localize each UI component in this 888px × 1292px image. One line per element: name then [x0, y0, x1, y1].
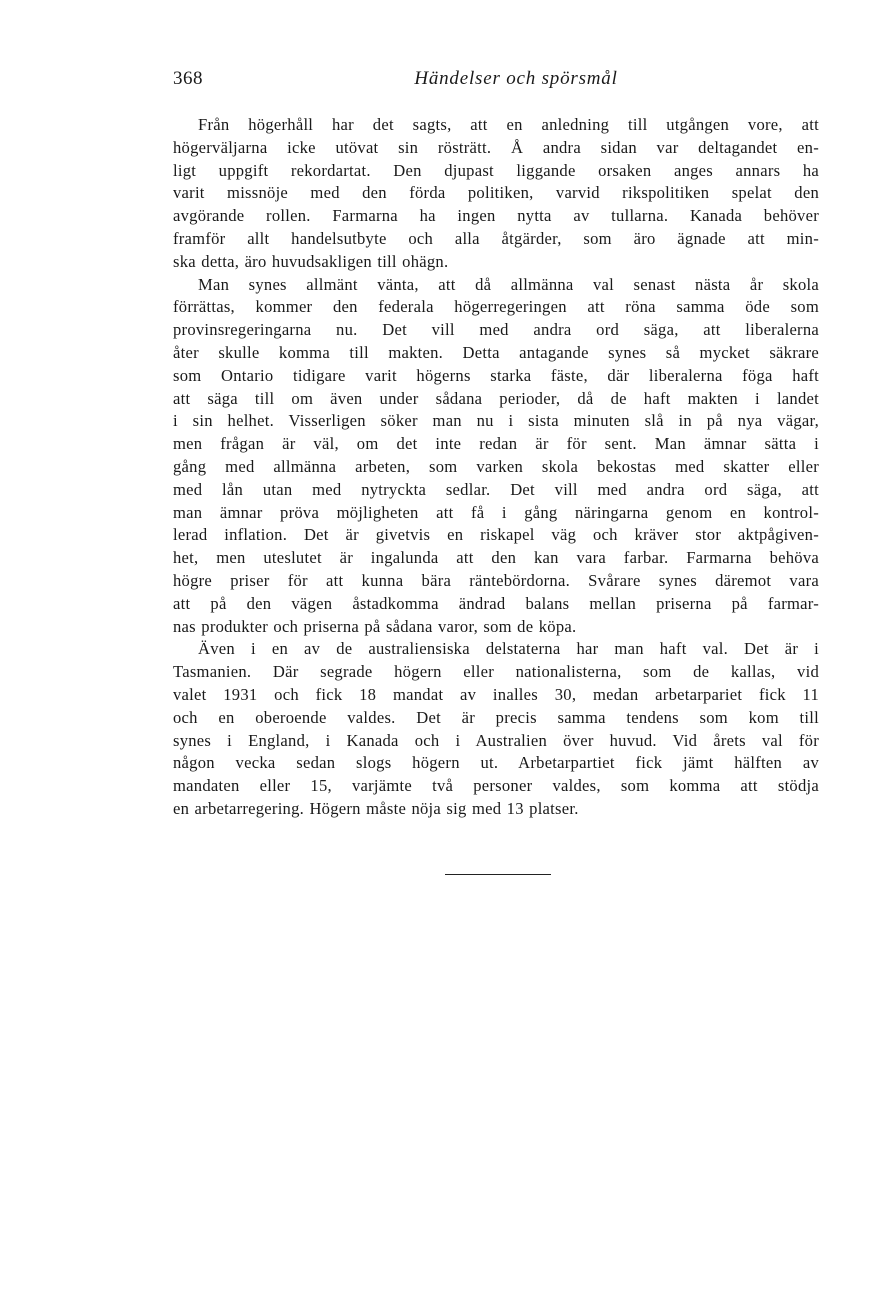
text-line: Från högerhåll har det sagts, att en anledning till utgången vore, att	[198, 115, 819, 134]
text-line: ska detta, äro huvudsakligen till ohägn.	[173, 251, 449, 271]
text-line: man ämnar pröva möjligheten att få i gång näringarna genom en kontrol-	[173, 502, 819, 522]
text-line: ligt uppgift rekordartat. Den djupast liggande orsaken anges annars ha	[173, 160, 819, 180]
text-line: någon vecka sedan slogs högern ut. Arbetarpartiet fick jämt hälften av	[173, 753, 819, 773]
text-line: att på den vägen åstadkomma ändrad balans mellan priserna på farmar-	[173, 593, 819, 613]
text-line: med lån utan med nytryckta sedlar. Det vill med andra ord säga, att	[173, 479, 819, 499]
text-line: nas produkter och priserna på sådana varor, som de köpa.	[173, 616, 577, 636]
text-line: Man synes allmänt vänta, att då allmänna val senast nästa år skola	[198, 274, 819, 294]
text-line: i sin helhet. Visserligen söker man nu i sista minuten slå in på nya vägar,	[173, 411, 819, 431]
text-line: Även i en av de australiensiska delstaterna har man haft val. Det är i	[198, 639, 819, 659]
paragraph-1	[173, 114, 819, 274]
page-number: 368	[173, 68, 203, 89]
text-line: som Ontario tidigare varit högerns starka fäste, där liberalerna föga haft	[173, 365, 819, 385]
text-line: lerad inflation. Det är givetvis en riskapel väg och kräver stor aktpågiven-	[173, 525, 819, 545]
paragraph-2	[173, 274, 819, 639]
text-line: men frågan är väl, om det inte redan är för sent. Man ämnar sätta i	[173, 434, 819, 454]
text-line: Tasmanien. Där segrade högern eller nationalisterna, som de kallas, vid	[173, 662, 819, 682]
page-header	[173, 68, 819, 98]
body-text	[173, 114, 819, 821]
text-line: provinsregeringarna nu. Det vill med andra ord säga, att liberalerna	[173, 320, 819, 340]
running-title: Händelser och spörsmål	[414, 68, 618, 89]
text-line: avgörande rollen. Farmarna ha ingen nytta av tullarna. Kanada behöver	[173, 206, 819, 226]
section-end-rule	[445, 874, 551, 875]
text-line: mandaten eller 15, varjämte två personer valdes, som komma att stödja	[173, 776, 819, 796]
text-line: att säga till om även under sådana perioder, då de haft makten i landet	[173, 388, 819, 408]
text-line: högre priser för att kunna bära räntebördorna. Svårare synes däremot vara	[173, 570, 819, 590]
text-line: och en oberoende valdes. Det är precis samma tendens som kom till	[173, 707, 819, 727]
text-line: en arbetarregering. Högern måste nöja sig med 13 platser.	[173, 798, 579, 818]
text-line: valet 1931 och fick 18 mandat av inalles 30, medan arbetarpariet fick 11	[173, 684, 819, 704]
text-line: åter skulle komma till makten. Detta antagande synes så mycket säkrare	[173, 342, 819, 362]
paragraph-3	[173, 638, 819, 820]
text-line: högerväljarna icke utövat sin rösträtt. Å andra sidan var deltagandet en-	[173, 137, 819, 157]
text-line: förrättas, kommer den federala högerregeringen att röna samma öde som	[173, 297, 819, 317]
text-line: varit missnöje med den förda politiken, varvid rikspolitiken spelat den	[173, 183, 819, 203]
text-line: framför allt handelsutbyte och alla åtgärder, som äro ägnade att min-	[173, 228, 819, 248]
text-line: gång med allmänna arbeten, som varken skola bekostas med skatter eller	[173, 456, 819, 476]
text-line: het, men uteslutet är ingalunda att den kan vara farbar. Farmarna behöva	[173, 548, 819, 568]
text-line: synes i England, i Kanada och i Australien över huvud. Vid årets val för	[173, 730, 819, 750]
